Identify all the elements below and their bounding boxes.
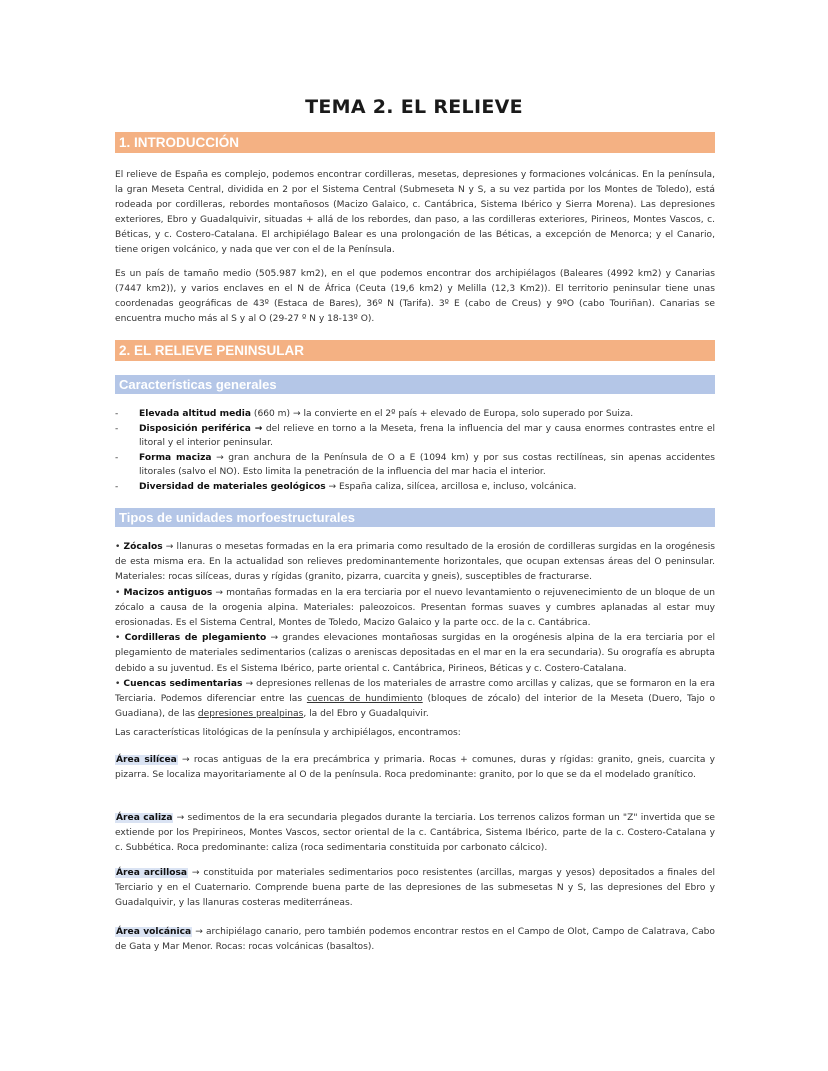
list-item: - Disposición periférica → del relieve en torno a la Meseta, frena la influencia del mar y causa enormes contrastes entre el litoral y el interior peninsular. — [115, 423, 715, 449]
subsection-heading-caracteristicas: Características generales — [115, 375, 715, 394]
intro-paragraph-2: Es un país de tamaño medio (505.987 km2), en el que podemos encontrar dos archipiélagos (Baleares (4992 km2) y Canarias (7447 km2)), y varios enclaves en el N de África (Ceuta (19,6 km2) y Melilla (12,3 Km2)). El territorio peninsular tiene unas coordenadas geográficas de 43º (Estaca de Bares), 36º N (Tarifa). 3º E (cabo de Creus) y 9ºO (cabo Touriñan). Canarias se encuentra mucho más al S y al O (29-27 º N y 18-13º O). — [115, 269, 715, 325]
list-item: - Forma maciza → gran anchura de la Península de O a E (1094 km) y por sus costas rectilíneas, sin apenas accidentes litorales (salvo el NO). Esto limita la penetración de la influencia del mar hacia el interior. — [115, 452, 715, 478]
area-caliza: Área caliza → sedimentos de la era secundaria plegados durante la terciaria. Los terrenos calizos forman un "Z" invertida que se extiende por los Prepirineos, Montes Vascos, sector oriental de la c. Cantábrica, Sistema Ibérico, parte de la c. Costero-Catalana y c. Subbética. Roca predominante: caliza (roca sedimentaria constituida por carbonato cálcico). — [115, 813, 715, 854]
document-title: TEMA 2. EL RELIEVE — [305, 96, 523, 118]
areas-intro: Las características litológicas de la península y archipiélagos, encontramos: — [115, 728, 461, 738]
list-item: - Elevada altitud media (660 m) → la convierte en el 2º país + elevado de Europa, solo superado por Suiza. — [115, 409, 634, 419]
section-heading-relieve-peninsular: 2. EL RELIEVE PENINSULAR — [115, 340, 715, 361]
unit-zocalos: • Zócalos → llanuras o mesetas formadas en la era primaria como resultado de la erosión de cordilleras surgidas en la orogénesis de esta misma era. En la actualidad son relieves predominantemente horizontales, que ocupan extensas áreas del O peninsular. Materiales: rocas silíceas, duras y rígidas (granito, pizarra, cuarcita y gneis), susceptibles de fracturarse. — [115, 542, 715, 583]
unit-cordilleras-plegamiento: • Cordilleras de plegamiento → grandes elevaciones montañosas surgidas en la orogénesis alpina de la era terciaria por el plegamiento de materiales sedimentarios (calizas o areniscas depositadas en el mar en la era secundaria). Su orografía es abrupta debido a su juventud. Es el Sistema Ibérico, parte oriental c. Cantábrica, Pirineos, Béticas y c. Costero-Catalana. — [115, 633, 715, 674]
area-volcanica: Área volcánica → archipiélago canario, pero también podemos encontrar restos en el Campo de Olot, Campo de Calatrava, Cabo de Gata y Mar Menor. Rocas: rocas volcánicas (basaltos). — [115, 927, 715, 953]
depresiones-prealpinas-term: depresiones prealpinas — [197, 709, 304, 720]
area-silicea: Área silícea → rocas antiguas de la era precámbrica y primaria. Rocas + comunes, duras y rígidas: granito, gneis, cuarcita y pizarra. Se localiza mayoritariamente al O de la península. Roca predominante: granito, por lo que se da el modelado granítico. — [115, 755, 715, 781]
characteristics-list — [115, 407, 715, 495]
unit-macizos-antiguos: • Macizos antiguos → montañas formadas en la era terciaria por el nuevo levantamiento o rejuvenecimiento de un bloque de un zócalo a causa de la orogenia alpina. Materiales: paleozoicos. Presentan formas suaves y cumbres aplanadas al estar muy erosionadas. Es el Sistema Central, Montes de Toledo, Macizo Galaico y la parte occ. de la c. Cantábrica. — [115, 587, 715, 629]
intro-paragraph-1: El relieve de España es complejo, podemos encontrar cordilleras, mesetas, depresiones y formaciones volcánicas. En la península, la gran Meseta Central, dividida en 2 por el Sistema Central (Submeseta N y S, a su vez partida por los Montes de Toledo), está rodeada por cordilleras, rebordes montañosos (Macizo Galaico, c. Cantábrica, Sistema Ibérico y Sierra Morena). Las depresiones exteriores, Ebro y Guadalquivir, situadas + allá de los rebordes, dan paso, a las cordilleras exteriores, Pirineos, Montes Vascos, c. Béticas, y c. Costero-Catalana. El archipiélago Balear es una prolongación de las Béticas, a excepción de Menorca; y el Canario, tiene origen volcánico, y nada que ver con el de la Península. — [115, 170, 715, 256]
section-heading-introduccion: 1. INTRODUCCIÓN — [115, 132, 715, 153]
unit-cuencas-sedimentarias: • Cuencas sedimentarias → depresiones rellenas de los materiales de arrastre como arcillas y calizas, que se formaron en la era Terciaria. Podemos diferenciar entre las cuencas de hundimiento (bloques de zócalo) del interior de la Meseta (Duero, Tajo o Guadiana), de las depresiones prealpinas, la del Ebro y Guadalquivir. — [115, 678, 716, 720]
morphostructural-units — [115, 540, 715, 722]
subsection-heading-tipos-unidades: Tipos de unidades morfoestructurales — [115, 508, 715, 527]
list-item: - Diversidad de materiales geológicos → España caliza, silícea, arcillosa e, incluso, volcánica. — [115, 481, 577, 492]
cuencas-hundimiento-term: cuencas de hundimiento — [306, 694, 423, 705]
area-arcillosa: Área arcillosa → constituida por materiales sedimentarios poco resistentes (arcillas, margas y yesos) depositados a finales del Terciario y en el Cuaternario. Comprende buena parte de las depresiones de las submesetas N y S, las depresiones del Ebro y Guadalquivir, y las llanuras costeras mediterráneas. — [115, 868, 715, 909]
